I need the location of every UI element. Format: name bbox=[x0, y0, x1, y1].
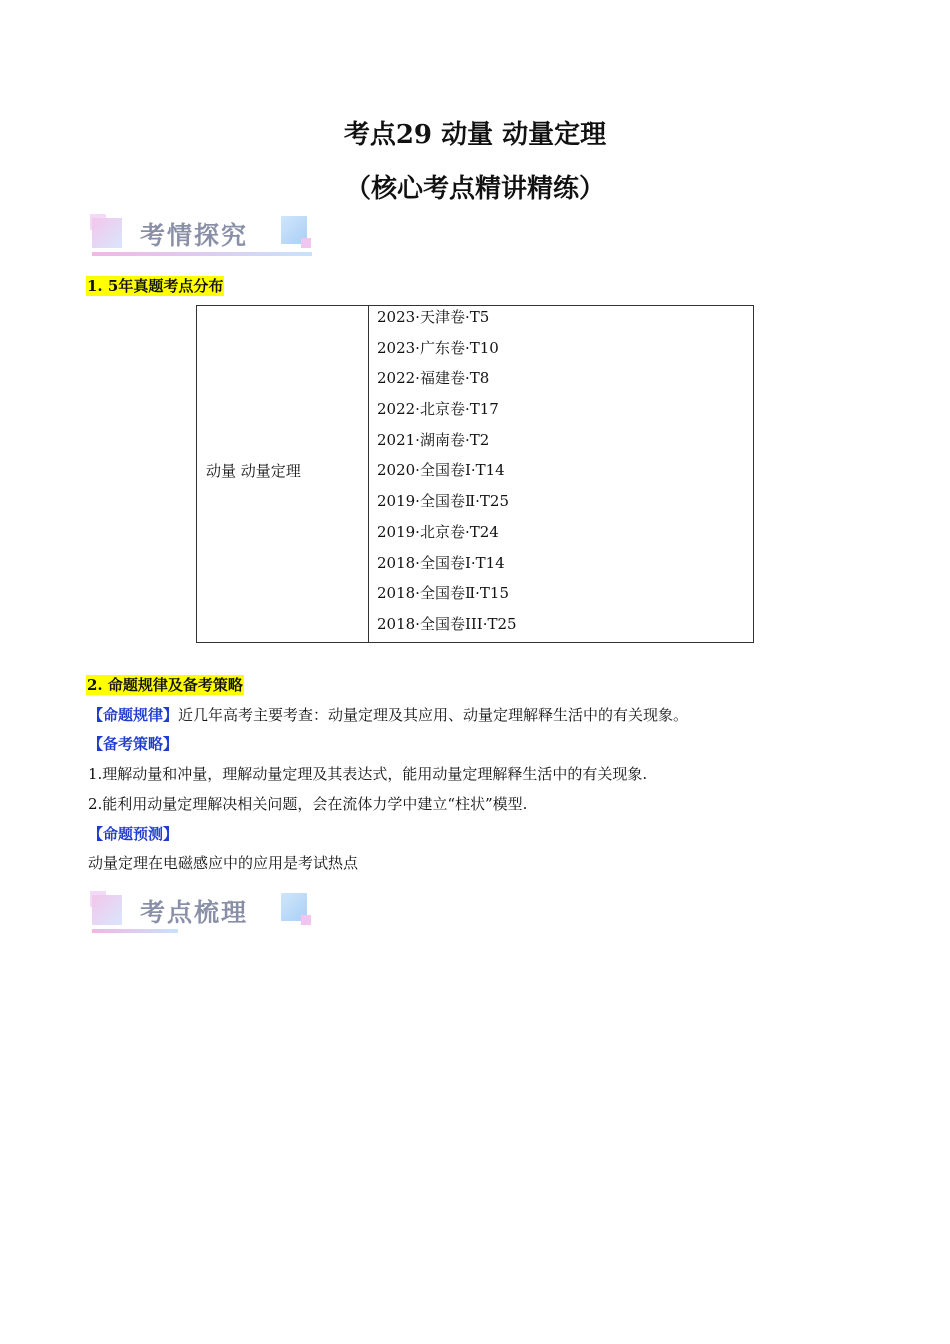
table-row: 2018·全国卷Ⅱ·T15 bbox=[377, 584, 509, 603]
table-items bbox=[377, 306, 517, 644]
exam-distribution-table bbox=[196, 305, 754, 643]
banner-decoration bbox=[301, 238, 311, 248]
section-heading-distribution: 1. 5年真题考点分布 bbox=[87, 277, 224, 295]
banner-decoration bbox=[92, 895, 122, 925]
table-row: 2022·北京卷·T17 bbox=[377, 400, 499, 419]
table-row: 2021·湖南卷·T2 bbox=[377, 430, 490, 449]
table-divider bbox=[368, 306, 369, 642]
table-row: 2019·全国卷Ⅱ·T25 bbox=[377, 492, 509, 511]
strategy-item-1: 1.理解动量和冲量，理解动量定理及其表达式，能用动量定理解释生活中的有关现象. bbox=[88, 765, 648, 783]
banner-decoration bbox=[92, 218, 122, 248]
predict-label: 【命题预测】 bbox=[88, 825, 179, 843]
table-row: 2023·广东卷·T10 bbox=[377, 338, 499, 357]
banner-underline bbox=[92, 929, 178, 933]
strategy-item-2: 2.能利用动量定理解决相关问题，会在流体力学中建立“柱状”模型. bbox=[88, 795, 528, 813]
table-row: 2019·北京卷·T24 bbox=[377, 522, 499, 541]
table-row: 2018·全国卷Ⅰ·T14 bbox=[377, 553, 505, 572]
table-row: 2018·全国卷III·T25 bbox=[377, 614, 517, 633]
section-heading-strategy: 2. 命题规律及备考策略 bbox=[87, 676, 243, 694]
banner-label: 考点梳理 bbox=[140, 898, 249, 927]
page-subtitle: （核心考点精讲精练） bbox=[344, 174, 605, 204]
rule-label: 【命题规律】 bbox=[88, 706, 179, 724]
strategy-label: 【备考策略】 bbox=[88, 735, 179, 753]
table-row: 2022·福建卷·T8 bbox=[377, 369, 490, 388]
banner-label: 考情探究 bbox=[140, 221, 249, 250]
section-banner-exam-analysis bbox=[90, 214, 315, 258]
page-title: 考点29 动量 动量定理 bbox=[343, 120, 607, 150]
predict-text: 动量定理在电磁感应中的应用是考试热点 bbox=[88, 854, 359, 872]
rule-paragraph bbox=[88, 704, 688, 725]
banner-decoration bbox=[301, 915, 311, 925]
table-row: 2023·天津卷·T5 bbox=[377, 308, 490, 326]
rule-text: 近几年高考主要考查：动量定理及其应用、动量定理解释生活中的有关现象。 bbox=[178, 706, 689, 724]
table-row: 2020·全国卷Ⅰ·T14 bbox=[377, 461, 505, 480]
section-banner-key-points bbox=[90, 891, 315, 935]
table-topic-cell: 动量 动量定理 bbox=[206, 462, 301, 480]
banner-underline bbox=[92, 252, 312, 256]
